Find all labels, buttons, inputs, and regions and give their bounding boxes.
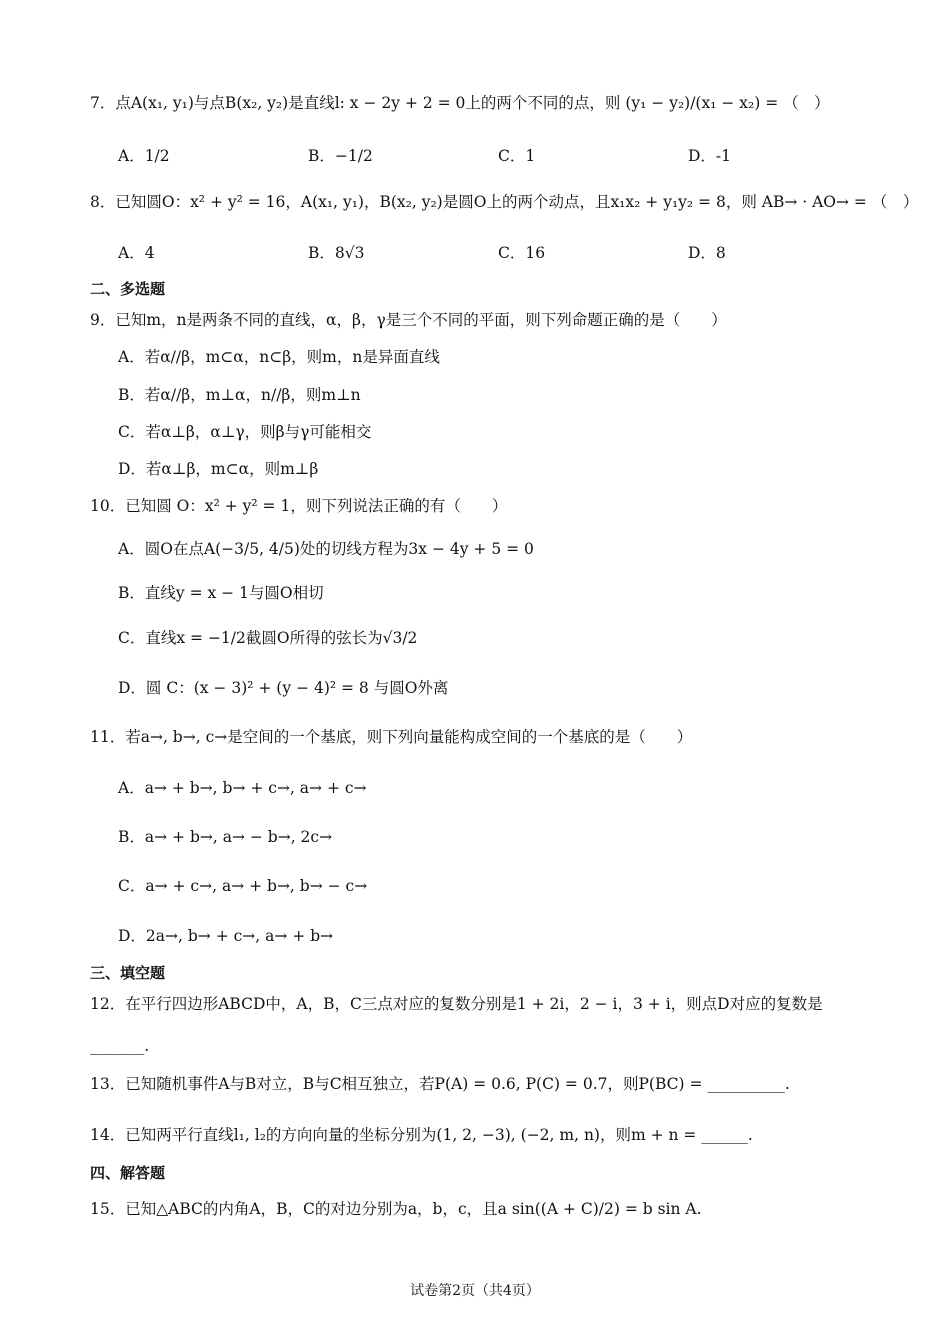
question-12-stem: 12．在平行四边形ABCD中，A，B，C三点对应的复数分别是1 + 2i，2 − i，3 + i，则点D对应的复数是 xyxy=(90,995,823,1013)
option-a: A．1/2 xyxy=(118,147,170,165)
question-14-stem: 14．已知两平行直线l₁, l₂的方向向量的坐标分别为(1, 2, −3), (−2, m, n)，则m + n = ______. xyxy=(90,1126,753,1144)
option-d: D．若α⊥β，m⊂α，则m⊥β xyxy=(118,460,319,478)
section-heading-fill-blank: 三、填空题 xyxy=(90,964,166,982)
question-13-stem: 13．已知随机事件A与B对立，B与C相互独立，若P(A) = 0.6, P(C) = 0.7，则P(BC) = __________. xyxy=(90,1075,790,1093)
option-a: A．若α//β，m⊂α，n⊂β，则m，n是异面直线 xyxy=(118,348,440,366)
option-c: C．若α⊥β，α⊥γ，则β与γ可能相交 xyxy=(118,423,372,441)
option-d: D．2a→, b→ + c→, a→ + b→ xyxy=(118,927,334,945)
option-c: C．1 xyxy=(498,147,536,165)
option-a: A．4 xyxy=(118,244,155,262)
option-a: A．圆O在点A(−3/5, 4/5)处的切线方程为3x − 4y + 5 = 0 xyxy=(118,540,534,558)
question-7-stem: 7．点A(x₁, y₁)与点B(x₂, y₂)是直线l: x − 2y + 2 = 0上的两个不同的点，则 (y₁ − y₂)/(x₁ − x₂) = （ ） xyxy=(90,94,830,112)
question-12-blank: _______. xyxy=(90,1037,150,1055)
option-c: C．a→ + c→, a→ + b→, b→ − c→ xyxy=(118,877,368,895)
question-9-stem: 9．已知m，n是两条不同的直线，α，β，γ是三个不同的平面，则下列命题正确的是（ ） xyxy=(90,311,727,329)
question-8-stem: 8．已知圆O：x² + y² = 16，A(x₁, y₁)，B(x₂, y₂)是圆O上的两个动点，且x₁x₂ + y₁y₂ = 8，则 AB→ · AO→ = （ ） xyxy=(90,193,919,211)
question-15-stem: 15．已知△ABC的内角A，B，C的对边分别为a，b，c，且a sin((A + C)/2) = b sin A. xyxy=(90,1200,702,1218)
question-7-options xyxy=(118,144,878,166)
section-heading-multi-choice: 二、多选题 xyxy=(90,280,166,298)
option-b: B．直线y = x − 1与圆O相切 xyxy=(118,584,324,602)
option-b: B．若α//β，m⊥α，n//β，则m⊥n xyxy=(118,386,361,404)
option-b: B．8√3 xyxy=(308,244,365,262)
option-c: C．16 xyxy=(498,244,546,262)
question-8-options xyxy=(118,241,878,263)
option-d: D．圆 C：(x − 3)² + (y − 4)² = 8 与圆O外离 xyxy=(118,679,449,697)
option-b: B．a→ + b→, a→ − b→, 2c→ xyxy=(118,828,333,846)
option-d: D．-1 xyxy=(688,147,732,165)
section-heading-problems: 四、解答题 xyxy=(90,1164,166,1182)
page-footer: 试卷第2页（共4页） xyxy=(410,1283,540,1299)
option-d: D．8 xyxy=(688,244,726,262)
question-10-stem: 10．已知圆 O：x² + y² = 1，则下列说法正确的有（ ） xyxy=(90,497,508,515)
question-11-stem: 11．若a→, b→, c→是空间的一个基底，则下列向量能构成空间的一个基底的是（ ） xyxy=(90,728,693,746)
option-c: C．直线x = −1/2截圆O所得的弦长为√3/2 xyxy=(118,629,418,647)
option-a: A．a→ + b→, b→ + c→, a→ + c→ xyxy=(118,779,367,797)
option-b: B．−1/2 xyxy=(308,147,373,165)
